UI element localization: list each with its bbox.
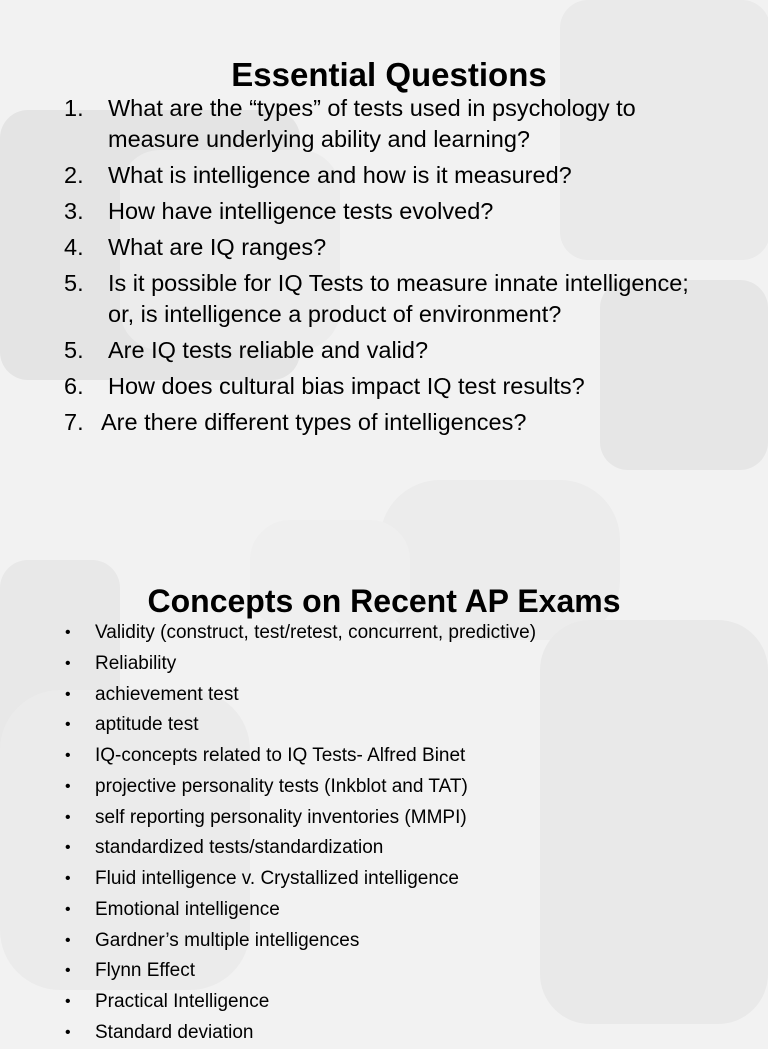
concept-item	[0, 649, 768, 680]
question-number: 6.	[64, 373, 84, 399]
concept-item	[0, 710, 768, 741]
concept-item	[0, 956, 768, 987]
question-item	[0, 196, 768, 227]
bullet-icon: •	[65, 624, 71, 641]
question-item	[0, 335, 768, 366]
question-item	[0, 371, 768, 402]
bullet-icon: •	[65, 962, 71, 980]
concept-text: Validity (construct, test/retest, concurrent, predictive)	[95, 622, 537, 643]
concept-text: IQ-concepts related to IQ Tests- Alfred Binet	[95, 745, 466, 766]
question-number: 7.	[64, 409, 84, 435]
question-number: 4.	[64, 234, 84, 260]
question-text: What are IQ ranges?	[108, 234, 327, 260]
concept-item	[0, 833, 768, 864]
question-number: 2.	[64, 162, 84, 188]
bullet-icon: •	[65, 993, 71, 1010]
bullet-icon: •	[65, 685, 71, 703]
question-number: 1.	[64, 95, 84, 121]
concept-text: Gardner’s multiple intelligences	[95, 929, 360, 951]
bullet-icon: •	[65, 654, 71, 672]
question-item	[0, 268, 768, 330]
concept-item	[0, 987, 768, 1018]
concept-item	[0, 895, 768, 926]
question-item	[0, 232, 768, 263]
question-text: What are the “types” of tests used in psychology to measure underlying ability and learning?	[108, 95, 636, 152]
question-number: 3.	[64, 198, 84, 224]
question-text: How have intelligence tests evolved?	[108, 198, 494, 224]
concept-text: achievement test	[95, 683, 239, 705]
question-text: What is intelligence and how is it measured?	[108, 162, 572, 188]
concept-item	[0, 864, 768, 895]
concept-text: projective personality tests (Inkblot and TAT)	[95, 775, 468, 797]
concept-text: Reliability	[95, 652, 177, 674]
concepts-list	[0, 618, 768, 1049]
concepts-title: Concepts on Recent AP Exams	[147, 583, 621, 619]
concept-text: aptitude test	[95, 714, 199, 736]
concept-text: Fluid intelligence v. Crystallized intelligence	[95, 868, 459, 889]
essential-questions-list	[0, 93, 768, 443]
concept-item	[0, 772, 768, 803]
concept-item	[0, 803, 768, 834]
concept-text: Standard deviation	[95, 1021, 254, 1043]
concept-item	[0, 741, 768, 772]
bullet-icon: •	[65, 870, 71, 887]
bullet-icon: •	[65, 716, 71, 734]
concept-text: self reporting personality inventories (MMPI)	[95, 806, 467, 828]
bullet-icon: •	[65, 747, 71, 764]
question-item	[0, 160, 768, 191]
concept-text: standardized tests/standardization	[95, 837, 384, 859]
question-text: Are IQ tests reliable and valid?	[108, 337, 429, 363]
concept-item	[0, 1018, 768, 1049]
question-number: 5.	[64, 270, 84, 296]
bullet-icon: •	[65, 808, 71, 826]
question-number: 5.	[64, 337, 84, 363]
concept-item	[0, 926, 768, 957]
question-item	[0, 407, 768, 438]
bullet-icon: •	[65, 931, 71, 949]
bullet-icon: •	[65, 1023, 71, 1041]
question-item	[0, 93, 768, 155]
question-text: How does cultural bias impact IQ test results?	[108, 373, 585, 399]
concept-item	[0, 680, 768, 711]
bullet-icon: •	[65, 900, 71, 918]
concept-text: Flynn Effect	[95, 960, 195, 982]
essential-questions-title: Essential Questions	[231, 56, 547, 93]
question-text: Is it possible for IQ Tests to measure innate intelligence; or, is intelligence a product of environment?	[108, 270, 689, 327]
bullet-icon: •	[65, 839, 71, 857]
question-text: Are there different types of intelligences?	[101, 409, 527, 435]
concept-text: Emotional intelligence	[95, 898, 280, 920]
concept-text: Practical Intelligence	[95, 991, 270, 1012]
bullet-icon: •	[65, 777, 71, 795]
concept-item	[0, 618, 768, 649]
